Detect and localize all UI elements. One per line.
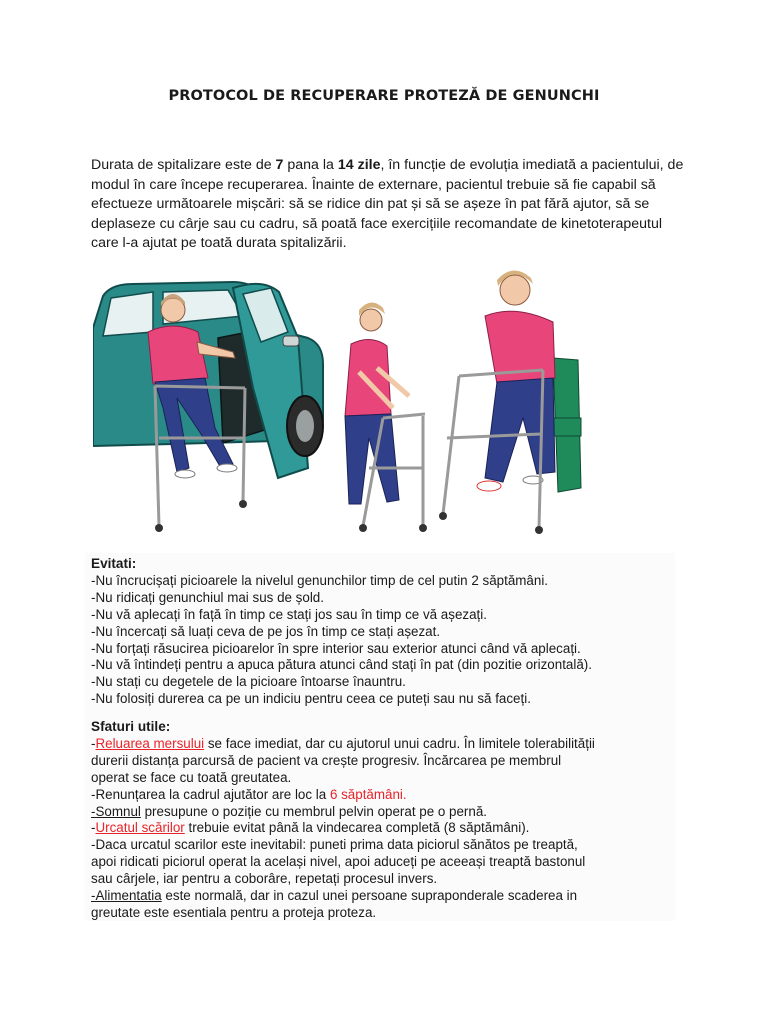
nutrition-link[interactable]: -Alimentatia [91,888,162,904]
tip-nutrition [91,888,691,905]
intro-min-days: 7 [275,157,284,173]
walking-patient-figure [345,302,427,532]
walker-weeks: 6 săptămâni. [329,786,407,802]
chair-patient-figure [439,270,581,534]
intro-paragraph [91,156,691,254]
rehab-illustration [93,268,593,540]
avoid-item: -Nu folosiți durerea ca pe un indiciu pentru ceea ce puteți sau nu să faceți. [91,691,531,707]
tip-text: este normală, dar in cazul unei persoane supraponderale scaderea in [161,888,578,904]
stairs-link[interactable]: Urcatul scărilor [95,820,185,836]
tip-stairs [91,820,691,837]
sleep-link[interactable]: -Somnul [91,803,141,819]
intro-text-3: , în funcție de evoluția imediată a pacientului, de modul în care începe recuperarea. Înainte de externare, pacientul trebuie să fie capabil să efectueze următoarele mișcări: să se ridice din pat și să se așeze în pat fără ajutor, să se deplaseze cu cârje sau cu cadru, să poată face exercițiile recomandate de kinetoterapeutul care l-a ajutat pe toată durata spitalizării. [91,157,684,252]
tips-section [91,719,691,922]
tip-text: trebuie evitat până la vindecarea completă (8 săptămâni). [184,820,530,836]
avoid-item: -Nu încrucișați picioarele la nivelul genunchilor timp de cel putin 2 săptămâni. [91,572,549,588]
page-title: PROTOCOL DE RECUPERARE PROTEZĂ DE GENUNCHI [168,88,600,104]
intro-max-days: 14 zile [337,157,381,173]
tip-sleep [91,804,691,821]
tip-nutrition-cont: greutate este esentiala pentru a proteja proteza. [91,904,377,920]
walking-link[interactable]: Reluarea mersului [95,735,205,751]
tip-text: -Renunțarea la cadrul ajutător are loc la [91,786,330,802]
tips-heading: Sfaturi utile: [91,719,171,734]
avoid-item: -Nu vă aplecați în față în timp ce stați jos sau în timp ce vă așezați. [91,606,487,622]
tip-walking [91,736,691,753]
tip-dash: - [91,820,96,836]
tip-text: se face imediat, dar cu ajutorul unui cadru. În limitele tolerabilității [204,735,595,751]
intro-text-1: Durata de spitalizare este de [91,157,276,173]
avoid-section [91,556,691,708]
tip-text: presupune o poziție cu membrul pelvin operat pe o pernă. [140,803,488,819]
avoid-item: -Nu ridicați genunchiul mai sus de șold. [91,589,324,605]
avoid-heading: Evitati: [91,556,137,571]
tip-dash: - [91,735,96,751]
tip-walking-cont: durerii distanța parcursă de pacient va crește progresiv. Încărcarea pe membrul [91,752,562,768]
tip-walker [91,787,691,804]
avoid-item: -Nu vă întindeți pentru a apuca pătura atunci când stați în pat (din pozitie orizontală). [91,657,592,673]
intro-text-2: pana la [283,157,338,173]
avoid-item: -Nu forțați răsucirea picioarelor în spre interior sau exterior atunci când vă aplecați. [91,640,581,656]
avoid-item: -Nu stați cu degetele de la picioare întoarse înauntru. [91,674,406,690]
car-illustration [93,282,323,478]
tip-stairs-detail: sau cârjele, iar pentru a coborâre, repetați procesul invers. [91,871,438,887]
tip-walking-cont: operat se face cu toată greutatea. [91,769,292,785]
tip-stairs-detail: apoi ridicati piciorul operat la același nivel, apoi aduceți pe aceeași treaptă bastonul [91,854,586,870]
avoid-item: -Nu încercați să luați ceva de pe jos în timp ce stați așezat. [91,623,441,639]
tip-stairs-detail: -Daca urcatul scarilor este inevitabil: puneti prima data piciorul sănătos pe treaptă, [91,837,578,853]
